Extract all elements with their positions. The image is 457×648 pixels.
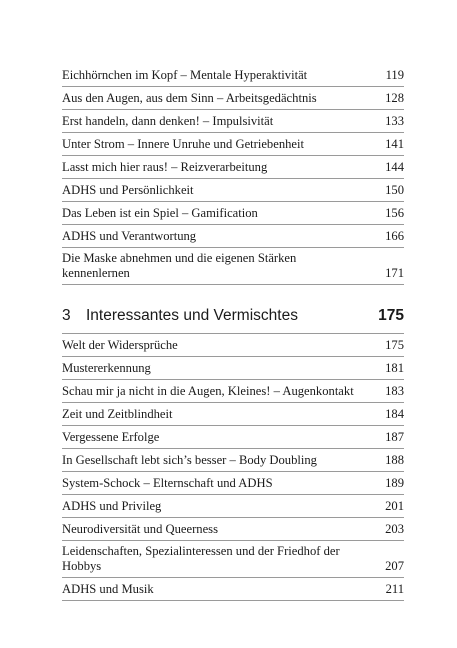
toc-entry-title: In Gesellschaft lebt sich’s besser – Body Doubling (62, 453, 317, 467)
toc-entry-title: Vergessene Erfolge (62, 430, 160, 444)
toc-entry-title: System-Schock – Elternschaft und ADHS (62, 476, 273, 490)
chapter-heading (62, 307, 404, 334)
toc-entry-page: 203 (385, 522, 404, 536)
toc-entry-title: ADHS und Persönlichkeit (62, 183, 194, 197)
toc-entry-title: Unter Strom – Innere Unruhe und Getriebenheit (62, 137, 305, 151)
toc-entry-page: 187 (385, 430, 404, 444)
toc-entry (62, 495, 404, 518)
toc-entry-title: Neurodiversität und Queerness (62, 522, 218, 536)
toc-entry-title: Aus den Augen, aus dem Sinn – Arbeitsgedächtnis (62, 91, 317, 105)
toc-entry (62, 472, 404, 495)
toc-entry-page: 183 (385, 384, 404, 398)
toc-entry-title: ADHS und Verantwortung (62, 229, 197, 243)
toc-entry (62, 334, 404, 357)
toc-entry (62, 248, 404, 285)
toc-entry-page: 150 (385, 183, 404, 197)
toc-entry-page: 128 (385, 91, 404, 105)
toc-entry (62, 225, 404, 248)
toc-entry (62, 403, 404, 426)
toc-entry-page: 166 (385, 229, 404, 243)
toc-entry (62, 64, 404, 87)
table-of-contents (62, 64, 404, 601)
toc-entry-title: ADHS und Musik (62, 582, 154, 596)
chapter-title: Interessantes und Vermischtes (86, 307, 298, 324)
toc-entry-page: 188 (385, 453, 404, 467)
toc-entry-title-line1: Leidenschaften, Spezialinteressen und der Friedhof der (62, 544, 340, 558)
toc-entry (62, 426, 404, 449)
toc-entry (62, 578, 404, 601)
toc-entry-page: 207 (385, 559, 404, 573)
toc-entry-title: Schau mir ja nicht in die Augen, Kleines! – Augenkontakt (62, 384, 354, 398)
toc-entry-title: Mustererkennung (62, 361, 151, 375)
toc-entry-page: 171 (385, 266, 404, 280)
toc-entry (62, 518, 404, 541)
toc-entry-page: 181 (385, 361, 404, 375)
toc-entry-title: Das Leben ist ein Spiel – Gamification (62, 206, 258, 220)
toc-entry-page: 189 (385, 476, 404, 490)
toc-entry (62, 202, 404, 225)
chapter-page: 175 (378, 307, 404, 324)
toc-entry (62, 541, 404, 578)
toc-entry-title: ADHS und Privileg (62, 499, 162, 513)
toc-entry-page: 211 (385, 582, 404, 596)
toc-entry (62, 380, 404, 403)
toc-entry-title: Welt der Widersprüche (62, 338, 178, 352)
toc-entry-title-line1: Die Maske abnehmen und die eigenen Stärken (62, 251, 297, 265)
toc-entry (62, 179, 404, 202)
toc-entry-title (62, 544, 340, 574)
toc-entry (62, 449, 404, 472)
toc-entry-title: Zeit und Zeitblindheit (62, 407, 173, 421)
chapter-number: 3 (62, 307, 71, 324)
toc-entry (62, 110, 404, 133)
toc-entry-title-line2: kennenlernen (62, 266, 130, 280)
toc-entry-page: 119 (385, 68, 404, 82)
toc-entry-page: 156 (385, 206, 404, 220)
toc-entry-page: 184 (385, 407, 404, 421)
toc-entry-page: 201 (385, 499, 404, 513)
toc-entry (62, 156, 404, 179)
toc-entry-title-line2: Hobbys (62, 559, 102, 573)
toc-entry-title: Lasst mich hier raus! – Reizverarbeitung (62, 160, 268, 174)
toc-entry-title (62, 251, 296, 281)
chapter-title-wrap (62, 307, 298, 325)
toc-entry (62, 133, 404, 156)
toc-entry-page: 141 (385, 137, 404, 151)
toc-entry-title: Erst handeln, dann denken! – Impulsivität (62, 114, 274, 128)
toc-entry-page: 144 (385, 160, 404, 174)
toc-entry-title: Eichhörnchen im Kopf – Mentale Hyperaktivität (62, 68, 308, 82)
toc-entry (62, 87, 404, 110)
toc-entry-page: 133 (385, 114, 404, 128)
toc-entry (62, 357, 404, 380)
toc-entry-page: 175 (385, 338, 404, 352)
